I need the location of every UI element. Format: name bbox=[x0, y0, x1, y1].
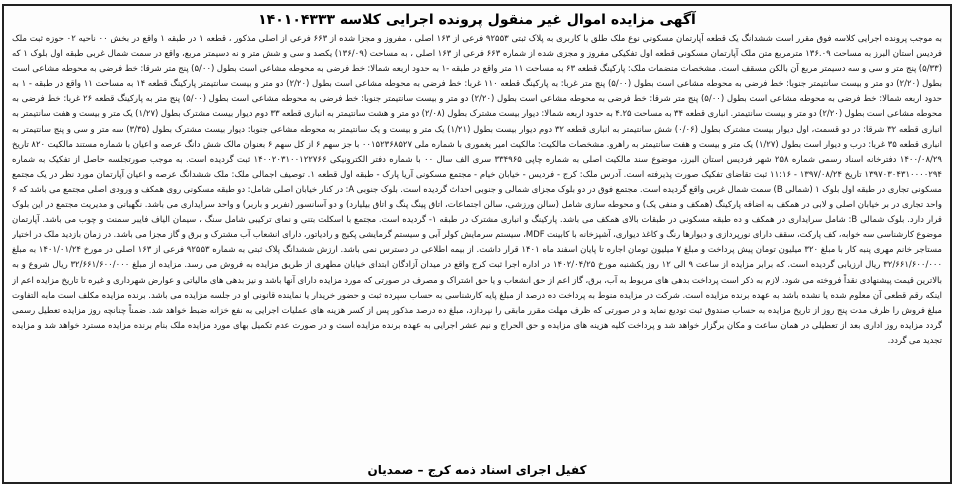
notice-body: به موجب پرونده اجرایی کلاسه فوق مقرر است ششدانگ یک قطعه آپارتمان مسکونی نوع ملک طلق با کاربری به پلاک ثبتی ۹۲۵۵۳ فرعی از ۱۶۳ اصلی ، مفروز و مجزا شده از ۶۶۳ فرعی از اصلی مذکور ، قطعه ۱ در طبقه ۱ واقع در بخش ۰۰ ناحیه ۰۲ حوزه ثبت ملک فردیس استان البرز به مساحت ۱۳۶.۰۹ مترمربع متن ملک آپارتمان مسکونی قطعه اول تفکیکی مفروز و مجزی شده از شماره ۶۶۳ فرعی از ۱۶۳ اصلی ، به مساحت (۱۳۶/۰۹) یکصد و سی و شش متر و نه دسیمتر مربع، واقع در سمت شمال غربی طبقه اول بلوک ۱ که (۵/۳۳) پنج متر و سی و سه دسیمتر مربع آن بالکن مسقف است. مشخصات منضمات ملک: پارکینگ قطعه ۶۳ به مساحت ۱۱ متر واقع در طبقه -۱ به حدود اربعه شمالا: خط فرضی به محوطه مشاعی است بطول (۵/۰۰) پنج متر شرقا: خط فرضی به محوطه مشاعی است بطول (۲/۲۰) دو متر و بیست سانتیمتر جنوبا: خط فرضی به محوطه مشاعی است بطول (۵/۰۰) پنج متر غربا: به پارکینگ قطعه ۱۱۰ غربا: خط فرضی به محوطه مشاعی است بطول (۲/۲۰) دو متر و بیست سانتیمتر پارکینگ قطعه ۱۴ به مساحت ۱۱ واقع در طبقه - ۱ به حدود اربعه شمالا: خط فرضی به محوطه مشاعی است بطول (۵/۰۰) پنج متر شرقا: خط فرضی به محوطه مشاعی است بطول (۲/۲۰) دو متر و بیست سانتیمتر جنوبا: خط فرضی به محوطه مشاعی است بطول (۵/۰۰) پنج متر به پارکینگ قطعه ۲۶ غربا: خط فرضی به محوطه مشاعی است بطول (۲/۲۰) دو متر و بیست سانتیمتر. انباری قطعه ۳۴ به مساحت ۴.۲۵ به حدود اربعه شمالا: دیوار بیست مشترک بطول (۲/۰۸) دو متر و هشت سانتیمتر به انباری قطعه ۳۳ دوم دیوار بیست مشترک بطول (۱/۲۷) یک متر و بیست و هفت سانتیمتر به انباری قطعه ۳۲ شرقا: در دو قسمت، اول دیوار بیست مشترک بطول (۰/۰۶) شش سانتیمتر به انباری قطعه ۳۲ دوم دیوار بیست بطول (۱/۲۱) یک متر و بیست و یک سانتیمتر به محوطه مشاعی جنوبا: دیوار بیست مشترک بطول (۳/۳۵) سه متر و سی و پنج سانتیمتر به انباری قطعه ۳۵ غربا: درب و دیوار است بطول (۱/۲۷) یک متر و بیست و هفت سانتیمتر به راهرو. مشخصات مالکیت: مالکیت امیر یغموری با شماره ملی ۰۰۱۵۲۳۶۸۵۲۷ با جز سهم ۶ از کل سهم ۶ بعنوان مالک شش دانگ عرصه و اعیان با شماره مستند مالکیت ۸۲۰ تاریخ ۱۴۰۰/۰۸/۲۹ دفترخانه اسناد رسمی شماره ۲۵۸ شهر فردیس استان البرز، موضوع سند مالکیت اصلی به شماره چاپی ۳۳۴۹۶۵ سری الف سال ۰۰ با شماره دفتر الکترونیکی ۱۴۰۰۲۰۳۱۰۰۱۲۲۷۶۶ ثبت گردیده است. به موجب صورتجلسه حاصل از تفکیک به شماره ۱۳۹۷۰۳۰۴۳۱۰۰۰۰۲۹۴ تاریخ ۱۳۹۷/۰۸/۲۴ - ۱۱:۱۶ ثبت تقاضای تفکیک صورت پذیرفته است. آدرس ملک: کرج - فردیس - خیابان خیام - مجتمع مسکونی آریا پارک - طبقه اول قطعه ۱. توصیف اجمالی ملک: ملک ششدانگ عرصه و اعیان آپارتمان مورد نظر در یک مجتمع مسکونی تجاری در طبقه اول بلوک ۱ (شمالی B) سمت شمال غربی واقع گردیده است. مجتمع فوق در دو بلوک مجزای شمالی و جنوبی احداث گردیده است. بلوک جنوبی A: در کنار خیابان اصلی شامل: دو طبقه مسکونی روی همکف و ورودی اصلی مجتمع می باشد که ۶ واحد تجاری در بر خیابان اصلی و لابی در همکف به اضافه پارکینگ (همکف و منفی یک) و محوطه سازی شامل (سالن ورزشی، سالن اجتماعات، اتاق پینگ پنگ و اتاق بیلیارد) و دو آسانسور (نفربر و باربر) و واحد سرایداری می باشد. نگهبانی و مدیریت مجتمع در این بلوک قرار دارد. بلوک شمالی B: شامل سرایداری در همکف و ده طبقه مسکونی در طبقات بالای همکف می باشد. پارکینگ و انباری مشترک در طبقه ۱- گردیده است. مجتمع با اسکلت بتنی و نمای ترکیبی شامل سنگ ، سیمان الیاف فایبر سمنت و چوب می باشد. آپارتمان موضوع کارشناسی سه خوابه، کف پارکت، سقف دارای نورپردازی و دیوارها رنگ و کاغذ دیواری، آشپزخانه با کابینت MDF، سیستم سرمایش کولر آبی و سیستم گرمایشی پکیج و رادیاتور، دارای انشعاب آب مشترک و برق و گاز مجزا می باشد. در زمان بازدید ملک در اختیار مستاجر خانم مهری پنبه کار با مبلغ ۳۲۰ میلیون تومان پیش پرداخت و مبلغ ۷ میلیون تومان اجاره تا پایان اسفند ماه ۱۴۰۱ قرار داشت. از بیمه اطلاعی در دسترس نمی باشد. ارزش ششدانگ پلاک ثبتی به شماره ۹۲۵۵۳ فرعی از ۱۶۳ اصلی در مورخ ۱۴۰۱/۰۱/۲۴ به مبلغ ۳۲/۶۶۱/۶۰۰/۰۰۰ ریال ارزیابی گردیده است. که برابر مزایده از ساعت ۹ الی ۱۲ روز یکشنبه مورخ ۱۴۰۲/۰۴/۲۵ در اداره اجرا ثبت کرج واقع در میدان آزادگان ابتدای خیابان مطهری از طریق مزایده به فروش می رسد. مزایده از مبلغ ۳۲/۶۶۱/۶۰۰/۰۰۰ ریال شروع و به بالاترین قیمت پیشنهادی نقداً فروخته می شود. لازم به ذکر است پرداخت بدهی های مربوط به آب، برق، گاز اعم از حق انشعاب و یا حق اشتراک و مصرف در صورتی که مورد مزایده دارای آنها باشد و نیز بدهی های مالیاتی و عوارض شهرداری و غیره تا تاریخ مزایده اعم از اینکه رقم قطعی آن معلوم شده یا نشده باشد به عهده برنده مزایده است. شرکت در مزایده منوط به پرداخت ده درصد از مبلغ پایه کارشناسی به حساب سپرده ثبت و حضور خریدار یا نماینده قانونی او در جلسه مزایده می باشد. برنده مزایده مکلف است مابه التفاوت مبلغ فروش را ظرف مدت پنج روز از تاریخ مزایده به حساب صندوق ثبت تودیع نماید و در صورتی که ظرف مهلت مقرر مابقی را نپردازد، مبلغ ده درصد مذکور پس از کسر هزینه های عملیات اجرایی به نفع خزانه ضبط خواهد شد. ضمناً چنانچه روز مزایده تعطیل رسمی گردد مزایده روز اداری بعد از تعطیلی در همان ساعت و مکان برگزار خواهد شد و پرداخت کلیه هزینه های مزایده و حق الحراج و نیم عشر اجرایی به عهده برنده مزایده است و در صورت عدم تکمیل بهای مورد مزایده ملک بنام برنده مزایده مسترد خواهد شد و مزایده تجدید می گردد. bbox=[12, 34, 942, 346]
notice-title: آگهی مزایده اموال غیر منقول پرونده اجرایی کلاسه ۱۴۰۱۰۴۳۳۳ bbox=[258, 12, 696, 28]
auction-notice bbox=[2, 4, 952, 484]
notice-signature: کفیل اجرای اسناد ذمه کرج – صمدیان bbox=[367, 463, 587, 477]
